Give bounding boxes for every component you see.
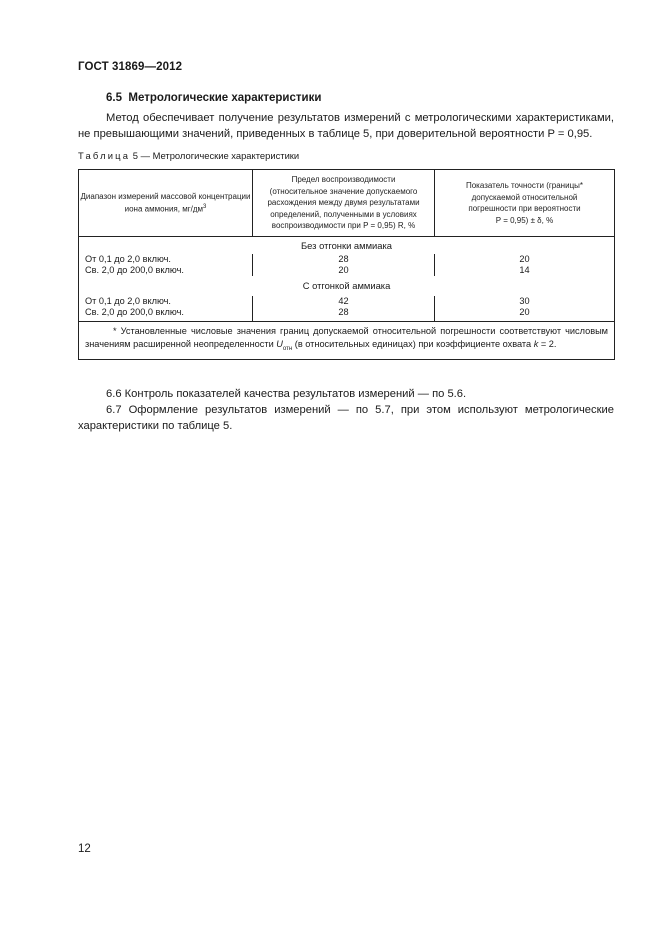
header-accuracy-line: допускаемой относительной [471, 192, 578, 202]
cell-range: Св. 2,0 до 200,0 включ. [79, 265, 253, 276]
header-range-sup: 3 [203, 204, 207, 211]
paragraph-quality-control [78, 386, 614, 402]
cell-range: Св. 2,0 до 200,0 включ. [79, 307, 253, 322]
table-row [79, 265, 615, 276]
cell-repro: 20 [253, 265, 435, 276]
table-footnote [79, 322, 615, 360]
group-title: С отгонкой аммиака [79, 276, 615, 296]
cell-repro: 28 [253, 307, 435, 322]
header-accuracy-line: погрешности при вероятности [468, 204, 581, 213]
table-caption-prefix: Таблица [78, 150, 131, 161]
section-title [106, 92, 321, 104]
footnote-row [79, 322, 615, 360]
metrology-table [78, 169, 615, 360]
group-title: Без отгонки аммиака [79, 237, 615, 255]
cell-repro: 28 [253, 254, 435, 265]
group-title-row [79, 237, 615, 255]
table-caption-title: 5 — Метрологические характеристики [132, 150, 300, 161]
table-row [79, 307, 615, 322]
footnote-u-symbol: U [276, 339, 283, 349]
header-repro-line: Предел воспроизводимости [291, 175, 396, 185]
header-repro-line: (относительное значение допускаемого [269, 186, 418, 196]
cell-accuracy: 30 [435, 296, 615, 307]
paragraph-results-text: 6.7 Оформление результатов измерений — по 5.7, при этом используют метрологические характеристики по таблице 5. [78, 404, 614, 432]
group-title-row [79, 276, 615, 296]
cell-range: От 0,1 до 2,0 включ. [79, 254, 253, 265]
cell-range: От 0,1 до 2,0 включ. [79, 296, 253, 307]
header-range-text: Диапазон измерений массовой концентрации иона аммония, мг/дм [80, 191, 251, 214]
paragraph-method [78, 110, 614, 142]
footnote-text: = 2. [538, 339, 557, 349]
cell-accuracy: 20 [435, 307, 615, 322]
table-header-row [79, 170, 615, 237]
footnote-k-symbol: k [533, 339, 539, 349]
section-title-text: Метрологические характеристики [128, 92, 322, 104]
footnote-text: (в относительных единицах) при коэффициенте охвата [292, 339, 534, 349]
table-caption [78, 150, 299, 161]
header-repro-line: расхождения между двумя результатами [267, 198, 420, 208]
section-number: 6.5 [106, 92, 122, 104]
cell-accuracy: 20 [435, 254, 615, 265]
paragraph-method-text: Метод обеспечивает получение результатов измерений с метрологическими характеристиками, не превышающими значений, приведенных в таблице 5, при доверительной вероятности P = 0,95. [78, 112, 614, 140]
header-repro-line: воспроизводимости при P = 0,95) R, % [271, 221, 416, 231]
page-number: 12 [78, 843, 91, 855]
paragraph-results [78, 402, 614, 434]
header-range [79, 170, 253, 237]
footnote-u-sub: отн [282, 345, 293, 352]
table-row [79, 296, 615, 307]
header-accuracy [435, 170, 615, 237]
paragraph-quality-control-text: 6.6 Контроль показателей качества результатов измерений — по 5.6. [106, 388, 467, 400]
header-repro-line: определений, полученными в условиях [270, 209, 417, 219]
cell-repro: 42 [253, 296, 435, 307]
header-accuracy-line: Показатель точности (границы* [465, 181, 584, 190]
table-row [79, 254, 615, 265]
cell-accuracy: 14 [435, 265, 615, 276]
document-header: ГОСТ 31869—2012 [78, 61, 183, 73]
header-reproducibility [253, 170, 435, 237]
footnote-text: * Установленные числовые значения границ допускаемой относительной погрешности соответствуют числовым значениям расширенной неопределенности [85, 326, 608, 349]
header-accuracy-line: P = 0,95) ± δ, % [495, 215, 554, 225]
